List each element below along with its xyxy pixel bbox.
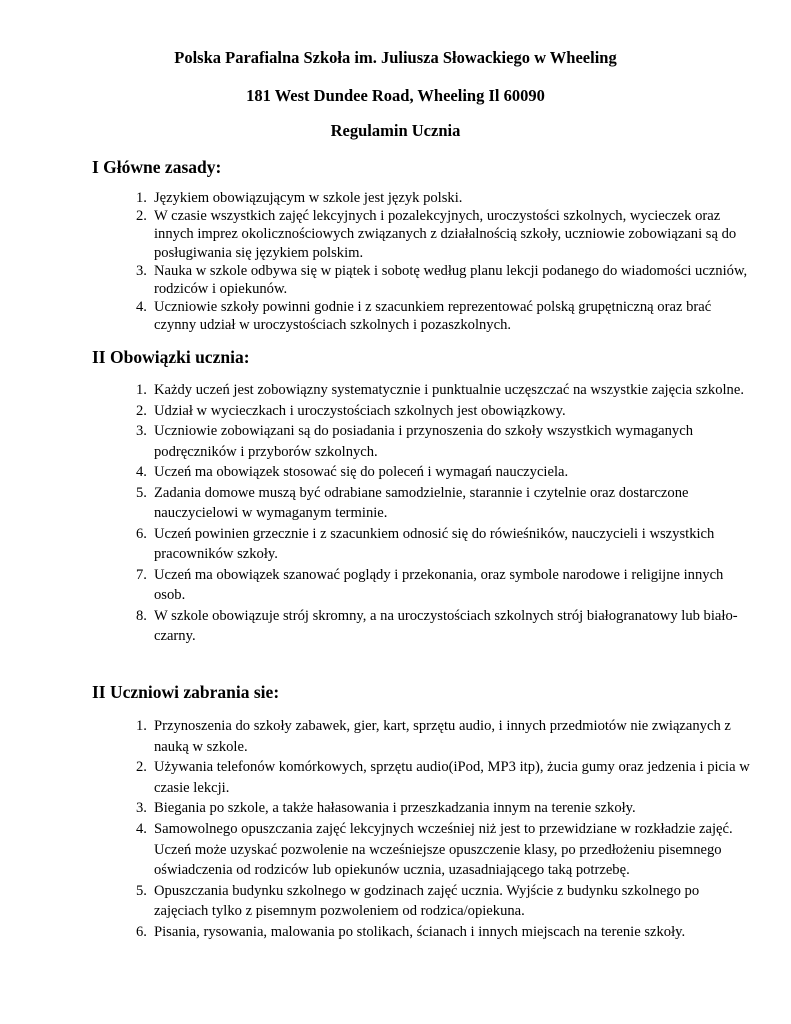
item-text: Biegania po szkole, a także hałasowania i przeszkadzania innym na terenie szkoły. bbox=[154, 800, 636, 817]
student-duties-list bbox=[136, 380, 754, 647]
list-item bbox=[136, 483, 754, 524]
item-text: Uczeń ma obowiązek stosować się do poleceń i wymagań nauczyciela. bbox=[154, 464, 569, 480]
item-number: 1. bbox=[136, 190, 147, 206]
list-item bbox=[136, 421, 754, 462]
item-number: 2. bbox=[136, 402, 147, 419]
item-text: Przynoszenia do szkoły zabawek, gier, kart, sprzętu audio, i innych przedmiotów nie związanych z nauką w szkole. bbox=[154, 718, 731, 755]
prohibitions-list bbox=[136, 716, 754, 943]
item-number: 4. bbox=[136, 464, 147, 480]
item-number: 3. bbox=[136, 800, 147, 817]
school-name: Polska Parafialna Szkoła im. Juliusza Słowackiego w Wheeling bbox=[174, 48, 617, 67]
item-number: 4. bbox=[136, 820, 147, 837]
item-number: 4. bbox=[136, 299, 147, 316]
item-number: 3. bbox=[136, 262, 147, 279]
item-text: W szkole obowiązuje strój skromny, a na uroczystościach szkolnych strój białogranatowy lub biało-czarny. bbox=[154, 607, 738, 644]
list-item bbox=[136, 819, 754, 881]
list-item bbox=[136, 881, 754, 922]
item-text: Językiem obowiązującym w szkole jest język polski. bbox=[154, 190, 463, 206]
list-item bbox=[136, 462, 754, 483]
list-item bbox=[136, 189, 754, 207]
item-number: 5. bbox=[136, 882, 147, 899]
list-item bbox=[136, 262, 754, 298]
item-number: 2. bbox=[136, 208, 147, 225]
item-number: 7. bbox=[136, 566, 147, 583]
section-heading-student-duties: II Obowiązki ucznia: bbox=[92, 347, 250, 367]
item-number: 8. bbox=[136, 607, 147, 624]
item-text: Samowolnego opuszczania zajęć lekcyjnych wcześniej niż jest to przewidziane w rozkładzie zajęć. Uczeń może uzyskać pozwolenie na wcześniejsze opuszczenie klasy, po przedłożeniu pisemnego oświadczenia od rodziców lub opiekunów ucznia, uzasadniającego taką potrzebę. bbox=[154, 820, 733, 879]
item-number: 5. bbox=[136, 484, 147, 501]
item-text: W czasie wszystkich zajęć lekcyjnych i pozalekcyjnych, uroczystości szkolnych, wycieczek oraz innych imprez okolicznościowych związanych z działalnością szkoły, uczniowie zobowiązani są do posługiwania się językiem polskim. bbox=[154, 208, 737, 261]
list-item bbox=[136, 565, 754, 606]
item-number: 1. bbox=[136, 718, 147, 734]
list-item bbox=[136, 524, 754, 565]
list-item bbox=[136, 401, 754, 422]
section-heading-main-rules: I Główne zasady: bbox=[92, 157, 222, 177]
item-number: 6. bbox=[136, 923, 147, 940]
item-text: Używania telefonów komórkowych, sprzętu audio(iPod, MP3 itp), żucia gumy oraz jedzenia i picia w czasie lekcji. bbox=[154, 759, 750, 796]
main-rules-list bbox=[136, 189, 754, 335]
list-item bbox=[136, 716, 754, 757]
list-item bbox=[136, 207, 754, 262]
item-text: Uczniowie szkoły powinni godnie i z szacunkiem reprezentować polską grupętniczną oraz brać czynny udział w uroczystościach szkolnych i pozaszkolnych. bbox=[154, 299, 712, 334]
item-text: Każdy uczeń jest zobowiązny systematycznie i punktualnie uczęszczać na wszystkie zajęcia szkolne. bbox=[154, 382, 744, 398]
item-text: Uczeń powinien grzecznie i z szacunkiem odnosić się do rówieśników, nauczycieli i wszystkich pracowników szkoły. bbox=[154, 525, 715, 562]
document-title: Regulamin Ucznia bbox=[330, 121, 461, 140]
list-item bbox=[136, 380, 754, 401]
school-address: 181 West Dundee Road, Wheeling Il 60090 bbox=[246, 86, 545, 105]
item-number: 3. bbox=[136, 423, 147, 439]
item-number: 2. bbox=[136, 759, 147, 776]
list-item bbox=[136, 922, 754, 943]
list-item bbox=[136, 798, 754, 819]
list-item bbox=[136, 298, 754, 334]
item-text: Opuszczania budynku szkolnego w godzinach zajęć ucznia. Wyjście z budynku szkolnego po zajęciach tylko z pisemnym pozwoleniem od rodzica/opiekuna. bbox=[154, 882, 700, 920]
item-number: 1. bbox=[136, 382, 147, 398]
item-number: 6. bbox=[136, 525, 147, 542]
item-text: Uczeń ma obowiązek szanować poglądy i przekonania, oraz symbole narodowe i religijne innych osob. bbox=[154, 566, 724, 603]
list-item bbox=[136, 606, 754, 647]
item-text: Uczniowie zobowiązani są do posiadania i przynoszenia do szkoły wszystkich wymaganych podręczników i przyborów szkolnych. bbox=[154, 423, 693, 460]
item-text: Zadania domowe muszą być odrabiane samodzielnie, starannie i czytelnie oraz dostarczone nauczycielowi w wymaganym terminie. bbox=[154, 484, 689, 521]
item-text: Nauka w szkole odbywa się w piątek i sobotę według planu lekcji podanego do wiadomości uczniów, rodziców i opiekunów. bbox=[154, 262, 748, 298]
item-text: Udział w wycieczkach i uroczystościach szkolnych jest obowiązkowy. bbox=[154, 402, 566, 419]
item-text: Pisania, rysowania, malowania po stolikach, ścianach i innych miejscach na terenie szkoły. bbox=[154, 923, 686, 940]
list-item bbox=[136, 757, 754, 798]
section-heading-prohibitions: II Uczniowi zabrania sie: bbox=[92, 682, 280, 702]
